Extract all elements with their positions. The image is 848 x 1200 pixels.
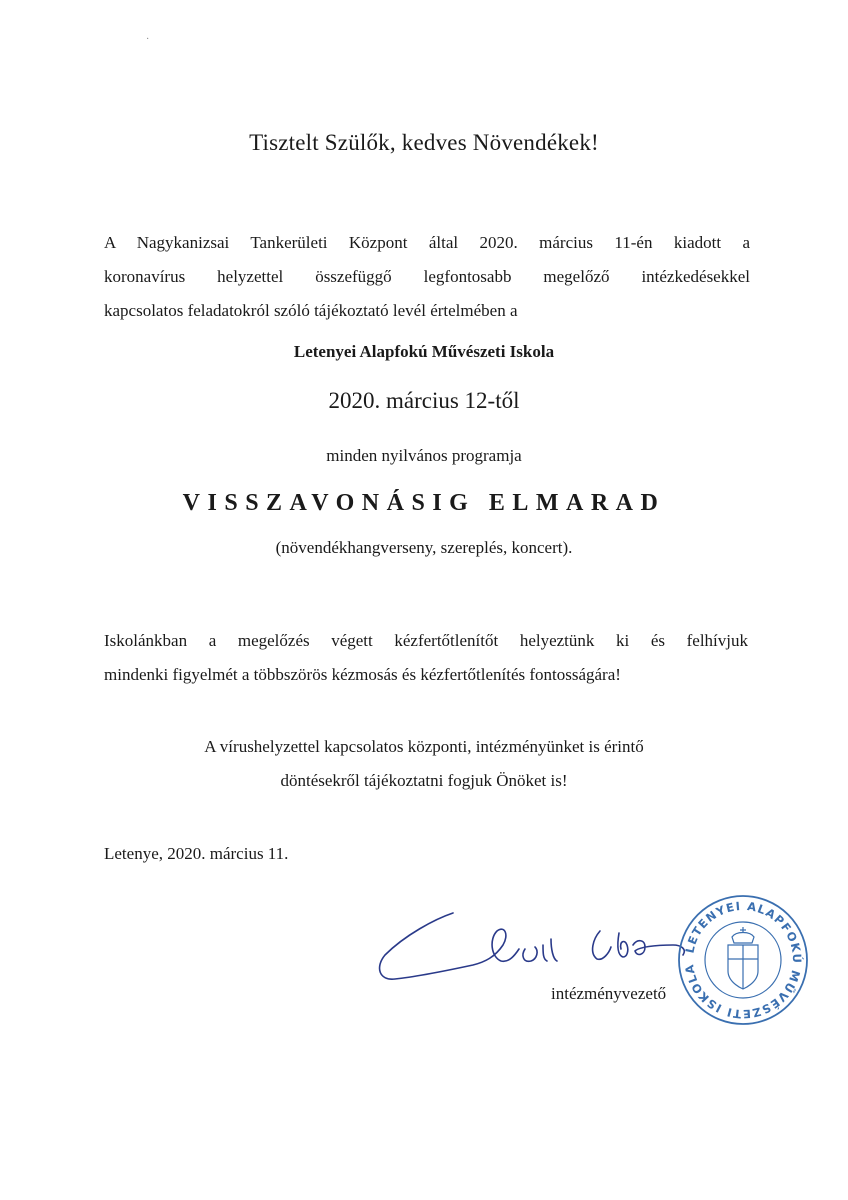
- greeting: Tisztelt Szülők, kedves Növendékek!: [249, 130, 599, 155]
- hygiene-paragraph: [104, 624, 748, 692]
- school-stamp: [676, 893, 810, 1027]
- signatory-title: intézményvezető: [551, 984, 667, 1003]
- events-text: (növendékhangverseny, szereplés, koncert).: [275, 538, 573, 557]
- info-paragraph: [0, 730, 848, 798]
- intro-line: A Nagykanizsai Tankerületi Központ által 2020. március 11-én kiadott a: [104, 233, 750, 252]
- intro-paragraph: [104, 226, 750, 328]
- info-line: döntésekről tájékoztatni fogjuk Önöket is!: [280, 771, 568, 790]
- info-line: A vírushelyzettel kapcsolatos központi, intézményünket is érintő: [204, 737, 644, 756]
- stamp-text: LETENYEI ALAPFOKÚ MŰVÉSZETI ISKOLA: [681, 898, 805, 1022]
- start-date: 2020. március 12-től: [328, 388, 520, 413]
- scan-speck: ·: [146, 34, 150, 45]
- intro-line: koronavírus helyzettel összefüggő legfontosabb megelőző intézkedésekkel: [104, 267, 750, 286]
- hygiene-line: Iskolánkban a megelőzés végett kézfertőtlenítőt helyeztünk ki és felhívjuk: [104, 631, 748, 650]
- intro-line: kapcsolatos feladatokról szóló tájékoztató levél értelmében a: [104, 301, 518, 320]
- hygiene-line: mindenki figyelmét a többszörös kézmosás és kézfertőtlenítés fontosságára!: [104, 665, 621, 684]
- school-name: Letenyei Alapfokú Művészeti Iskola: [293, 342, 555, 361]
- programs-text: minden nyilvános programja: [326, 446, 522, 465]
- place-date: Letenye, 2020. március 11.: [104, 844, 289, 863]
- cancel-heading: VISSZAVONÁSIG ELMARAD: [182, 490, 666, 516]
